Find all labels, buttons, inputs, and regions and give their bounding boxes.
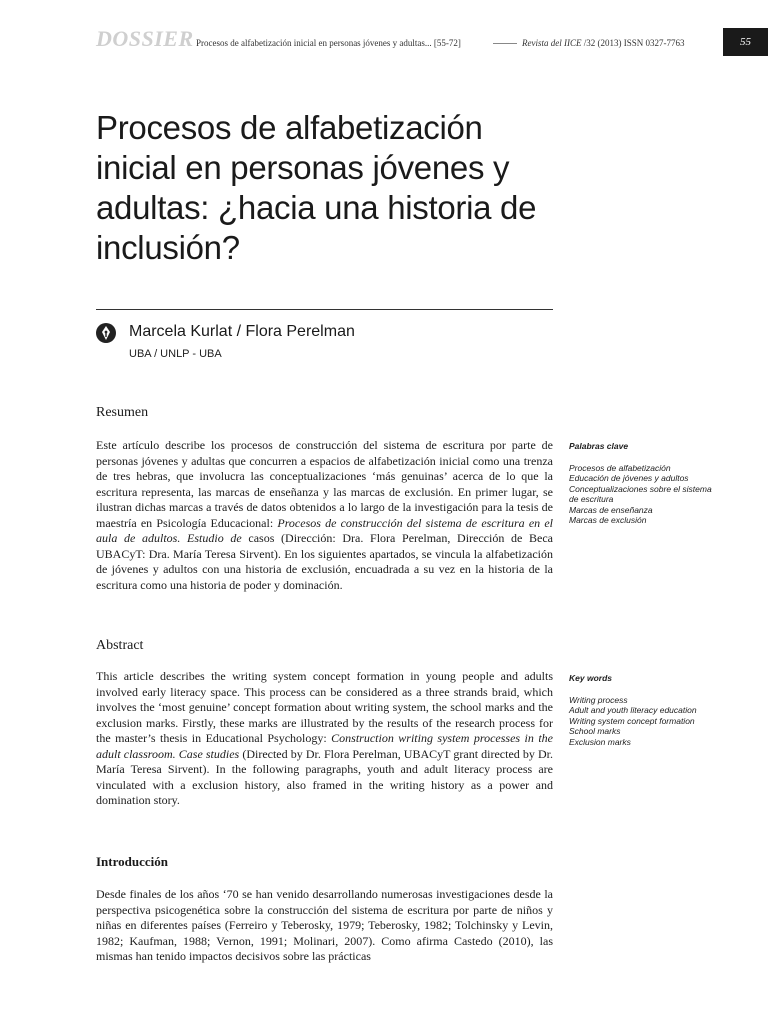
keyword-item: Procesos de alfabetización xyxy=(569,462,671,473)
abstract-text xyxy=(96,669,553,809)
journal-name: Revista del IICE xyxy=(522,38,582,48)
intro-text: Desde finales de los años ‘70 se han venido desarrollando numerosas investigaciones desde la perspectiva psicogenética sobre la construcción del sistema de escritura por parte de niños y niñas en diferentes países (Ferreiro y Teberosky, 1979; Teberosky, 1982; Tolchinsky y Levin, 1982; Kaufman, 1988; Vernon, 1991; Molinari, 2007). Como afirma Castedo (2010), las mismas han tenido impactos decisivos sobre las prácticas xyxy=(96,887,553,963)
keyword-item: Adult and youth literacy education xyxy=(569,705,697,715)
keywords-es-title: Palabras clave xyxy=(569,441,629,451)
running-title: Procesos de alfabetización inicial en personas jóvenes y adultas... [55-72] xyxy=(196,38,461,48)
header-divider xyxy=(493,43,517,44)
abstract-part-end: (Directed by Dr. Flora Perelman, UBACyT grant directed by Dr. María Teresa Sirvent). In the following paragraphs, youth and adult literacy process are vinculated with a exclusion history, also framed in the writing history as a power and domination story. xyxy=(96,746,553,807)
journal-info xyxy=(522,38,684,48)
title-divider xyxy=(96,309,553,310)
page-header xyxy=(96,26,768,58)
author-icon xyxy=(96,323,116,343)
abstract-heading: Abstract xyxy=(96,638,144,653)
intro-heading: Introducción xyxy=(96,854,168,869)
resumen-part: Este artículo describe los procesos de construcción del sistema de escritura por parte de personas jóvenes y adultas que concurren a espacios de alfabetización inicial como una trenza de tres hebras, que involucra las conceptualizaciones ‘más genuinas’ acerca de lo que la escritura representa, las marcas de enseñanza y las marcas de exclusión. En primer lugar, se ilustran dichas marcas a través de datos obtenidos a lo largo de la investigación para la tesis de maestría en Psicología Educacional: xyxy=(96,438,553,530)
keyword-item: Marcas de exclusión xyxy=(569,515,647,525)
resumen-part-end: casos (Dirección: Dra. Flora Perelman, Dirección de Beca UBACyT: Dra. María Teresa Sirvent). En los siguientes apartados, se vincula la alfabetización de jóvenes y adultos con una historia de exclusión, encuadrada a su vez en la historia de la escritura como una historia de poder y dominación. xyxy=(96,531,553,592)
resumen-text xyxy=(96,438,553,593)
keywords-en xyxy=(569,673,719,747)
resumen-thesis-title: Procesos de construcción del sistema de escritura en el aula de adultos. Estudio de xyxy=(96,515,554,545)
keyword-item: Conceptualizaciones sobre el sistema de escritura xyxy=(569,483,712,504)
keywords-en-list xyxy=(569,695,719,748)
resumen-heading: Resumen xyxy=(96,405,149,420)
keywords-es xyxy=(569,441,719,526)
keywords-en-title: Key words xyxy=(569,673,612,683)
keyword-item: School marks xyxy=(569,726,621,736)
page-number: 55 xyxy=(723,28,768,56)
keyword-item: Exclusion marks xyxy=(569,736,631,747)
abstract-part: This article describes the writing system concept formation in young people and adults involved early literacy space. This process can be considered as a three strands braid, which involves the ‘most genuine’ concept formation about writing system, the school marks and the exclusion marks. Firstly, these marks are illustrated by the results of the research process for the master’s thesis in Educational Psychology: xyxy=(96,669,553,745)
keyword-item: Writing process xyxy=(569,694,628,705)
section-label: DOSSIER xyxy=(96,26,194,51)
keyword-item: Marcas de enseñanza xyxy=(569,504,653,515)
keyword-item: Educación de jóvenes y adultos xyxy=(569,473,689,483)
article-title: Procesos de alfabetización inicial en personas jóvenes y adultas: ¿hacia una historia de inclusión? xyxy=(96,109,537,266)
keywords-es-list xyxy=(569,463,719,526)
journal-issue: /32 (2013) ISSN 0327-7763 xyxy=(581,38,685,48)
affiliation: UBA / UNLP - UBA xyxy=(129,348,222,360)
abstract-thesis-title: Construction writing system processes in the adult classroom. Case studies xyxy=(96,731,554,761)
keyword-item: Writing system concept formation xyxy=(569,715,695,726)
authors: Marcela Kurlat / Flora Perelman xyxy=(129,323,355,340)
